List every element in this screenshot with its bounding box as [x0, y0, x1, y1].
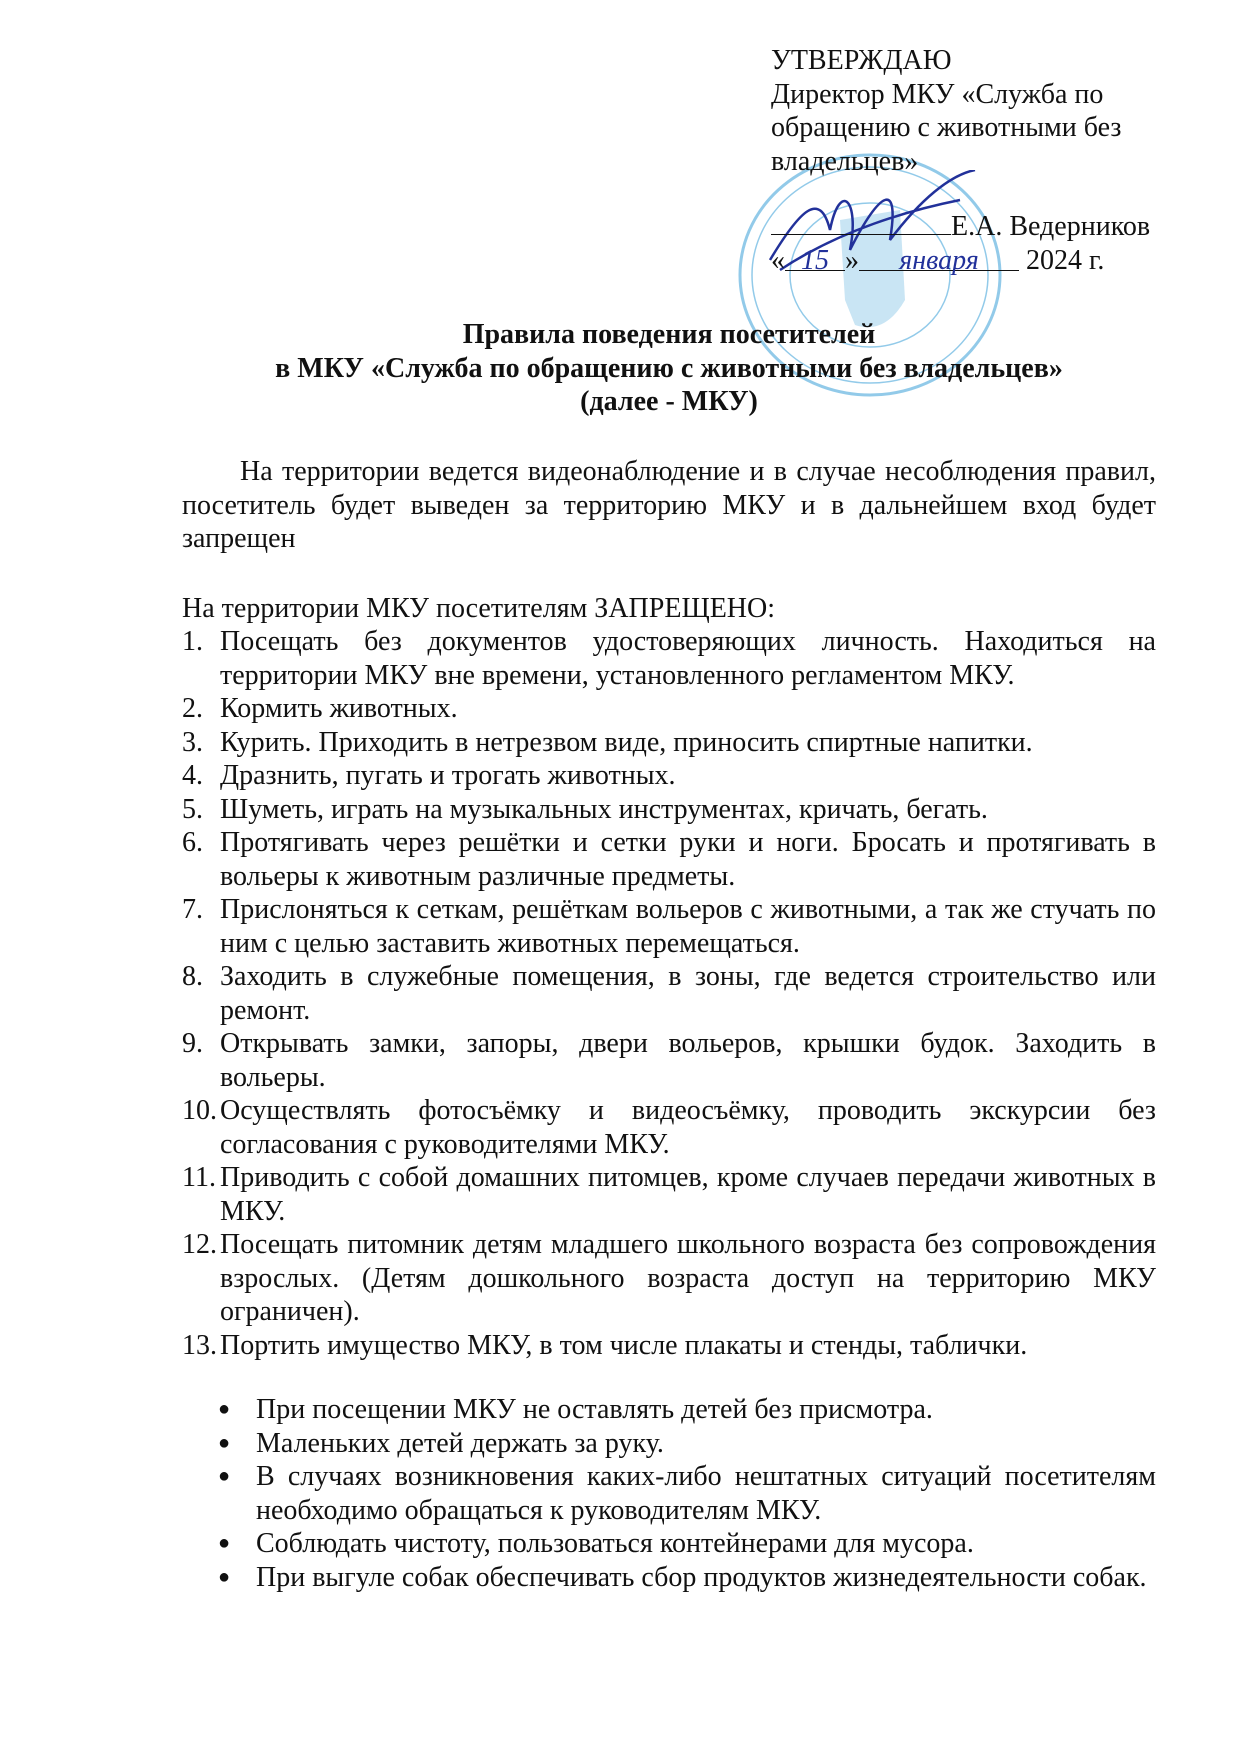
item-text: Посещать без документов удостоверяющих личность. Находиться на территории МКУ вне времени, установленного регламентом МКУ. — [220, 626, 1156, 691]
item-number: 12. — [182, 1229, 217, 1260]
item-text: Осуществлять фотосъёмку и видеосъёмку, проводить экскурсии без согласования с руководителями МКУ. — [220, 1095, 1156, 1160]
bullet-icon: ● — [218, 1398, 231, 1420]
list-item — [182, 826, 1156, 893]
bullet-item — [218, 1527, 1156, 1561]
approval-block — [771, 44, 1191, 277]
list-item — [182, 1329, 1156, 1363]
item-text: Курить. Приходить в нетрезвом виде, приносить спиртные напитки. — [220, 726, 1033, 758]
bullet-text: Соблюдать чистоту, пользоваться контейнерами для мусора. — [256, 1528, 974, 1559]
item-number: 5. — [182, 793, 203, 825]
bullet-icon: ● — [218, 1431, 231, 1454]
bullet-text: При посещении МКУ не оставлять детей без присмотра. — [256, 1394, 933, 1425]
approval-position-line: владельцев» — [771, 145, 919, 177]
item-text: Шуметь, играть на музыкальных инструментах, кричать, бегать. — [220, 793, 988, 825]
item-text: Посещать питомник детям младшего школьного возраста без сопровождения взрослых. (Детям дошкольного возраста доступ на территорию МКУ ограничен). — [220, 1229, 1156, 1327]
bullet-text: При выгуле собак обеспечивать сбор продуктов жизнедеятельности собак. — [256, 1561, 1147, 1593]
list-item — [182, 1228, 1156, 1329]
bullet-icon: ● — [218, 1565, 231, 1588]
list-item — [182, 960, 1156, 1027]
bullet-text: В случаях возникновения каких-либо нештатных ситуаций посетителям необходимо обращаться к руководителям МКУ. — [256, 1461, 1156, 1526]
item-number: 9. — [182, 1028, 203, 1059]
date-quote: » — [845, 244, 859, 276]
list-item — [182, 759, 1156, 793]
item-text: Кормить животных. — [220, 693, 458, 724]
item-text: Портить имущество МКУ, в том числе плакаты и стенды, таблички. — [220, 1329, 1028, 1361]
item-number: 2. — [182, 693, 203, 724]
bullet-item — [218, 1561, 1156, 1595]
approval-heading: УТВЕРЖДАЮ — [771, 45, 952, 76]
list-item — [182, 625, 1156, 692]
item-number: 10. — [182, 1095, 217, 1126]
list-item — [182, 692, 1156, 726]
item-text: Приводить с собой домашних питомцев, кроме случаев передачи животных в МКУ. — [220, 1162, 1156, 1227]
item-number: 1. — [182, 626, 203, 657]
signature-line — [771, 208, 951, 235]
item-text: Прислоняться к сеткам, решёткам вольеров с животными, а так же стучать по ним с целью заставить животных перемещаться. — [220, 894, 1156, 959]
bullet-item — [218, 1427, 1156, 1461]
item-text: Открывать замки, запоры, двери вольеров, крышки будок. Заходить в вольеры. — [220, 1028, 1156, 1093]
bullet-icon: ● — [218, 1465, 231, 1487]
item-text: Протягивать через решётки и сетки руки и ноги. Бросать и протягивать в вольеры к животным различные предметы. — [220, 827, 1156, 892]
bullet-item — [218, 1393, 1156, 1427]
item-number: 8. — [182, 961, 203, 992]
date-month: января — [859, 244, 1019, 271]
approval-position-line: обращению с животными без — [771, 112, 1122, 143]
document-title — [182, 318, 1156, 419]
forbidden-list — [182, 625, 1156, 1362]
intro-paragraph: На территории ведется видеонаблюдение и в случае несоблюдения правил, посетитель будет выведен за территорию МКУ и в дальнейшем вход будет запрещен — [182, 456, 1156, 554]
list-item — [182, 1027, 1156, 1094]
item-number: 7. — [182, 894, 203, 925]
item-text: Заходить в служебные помещения, в зоны, где ведется строительство или ремонт. — [220, 961, 1156, 1026]
approval-position-line: Директор МКУ «Служба по — [771, 78, 1104, 110]
date-quote: « — [771, 244, 785, 276]
list-item — [182, 1161, 1156, 1228]
signer-name: Е.А. Ведерников — [951, 211, 1151, 242]
item-number: 6. — [182, 827, 203, 858]
bullet-icon: ● — [218, 1532, 231, 1554]
rules-bullet-list — [218, 1393, 1156, 1594]
title-line: в МКУ «Служба по обращению с животными без владельцев» — [275, 352, 1063, 384]
list-item — [182, 1094, 1156, 1161]
item-number: 11. — [182, 1162, 216, 1193]
list-item — [182, 726, 1156, 760]
date-year: 2024 г. — [1026, 244, 1105, 276]
item-number: 13. — [182, 1329, 217, 1361]
title-line: Правила поведения посетителей — [462, 319, 876, 350]
bullet-item — [218, 1460, 1156, 1527]
list-item — [182, 793, 1156, 827]
item-number: 3. — [182, 726, 203, 758]
list-item — [182, 893, 1156, 960]
date-day: 15 — [785, 244, 845, 271]
title-line: (далее - МКУ) — [580, 386, 758, 417]
bullet-text: Маленьких детей держать за руку. — [256, 1427, 664, 1459]
forbidden-heading: На территории МКУ посетителям ЗАПРЕЩЕНО: — [182, 593, 776, 624]
item-text: Дразнить, пугать и трогать животных. — [220, 760, 676, 791]
item-number: 4. — [182, 760, 203, 791]
